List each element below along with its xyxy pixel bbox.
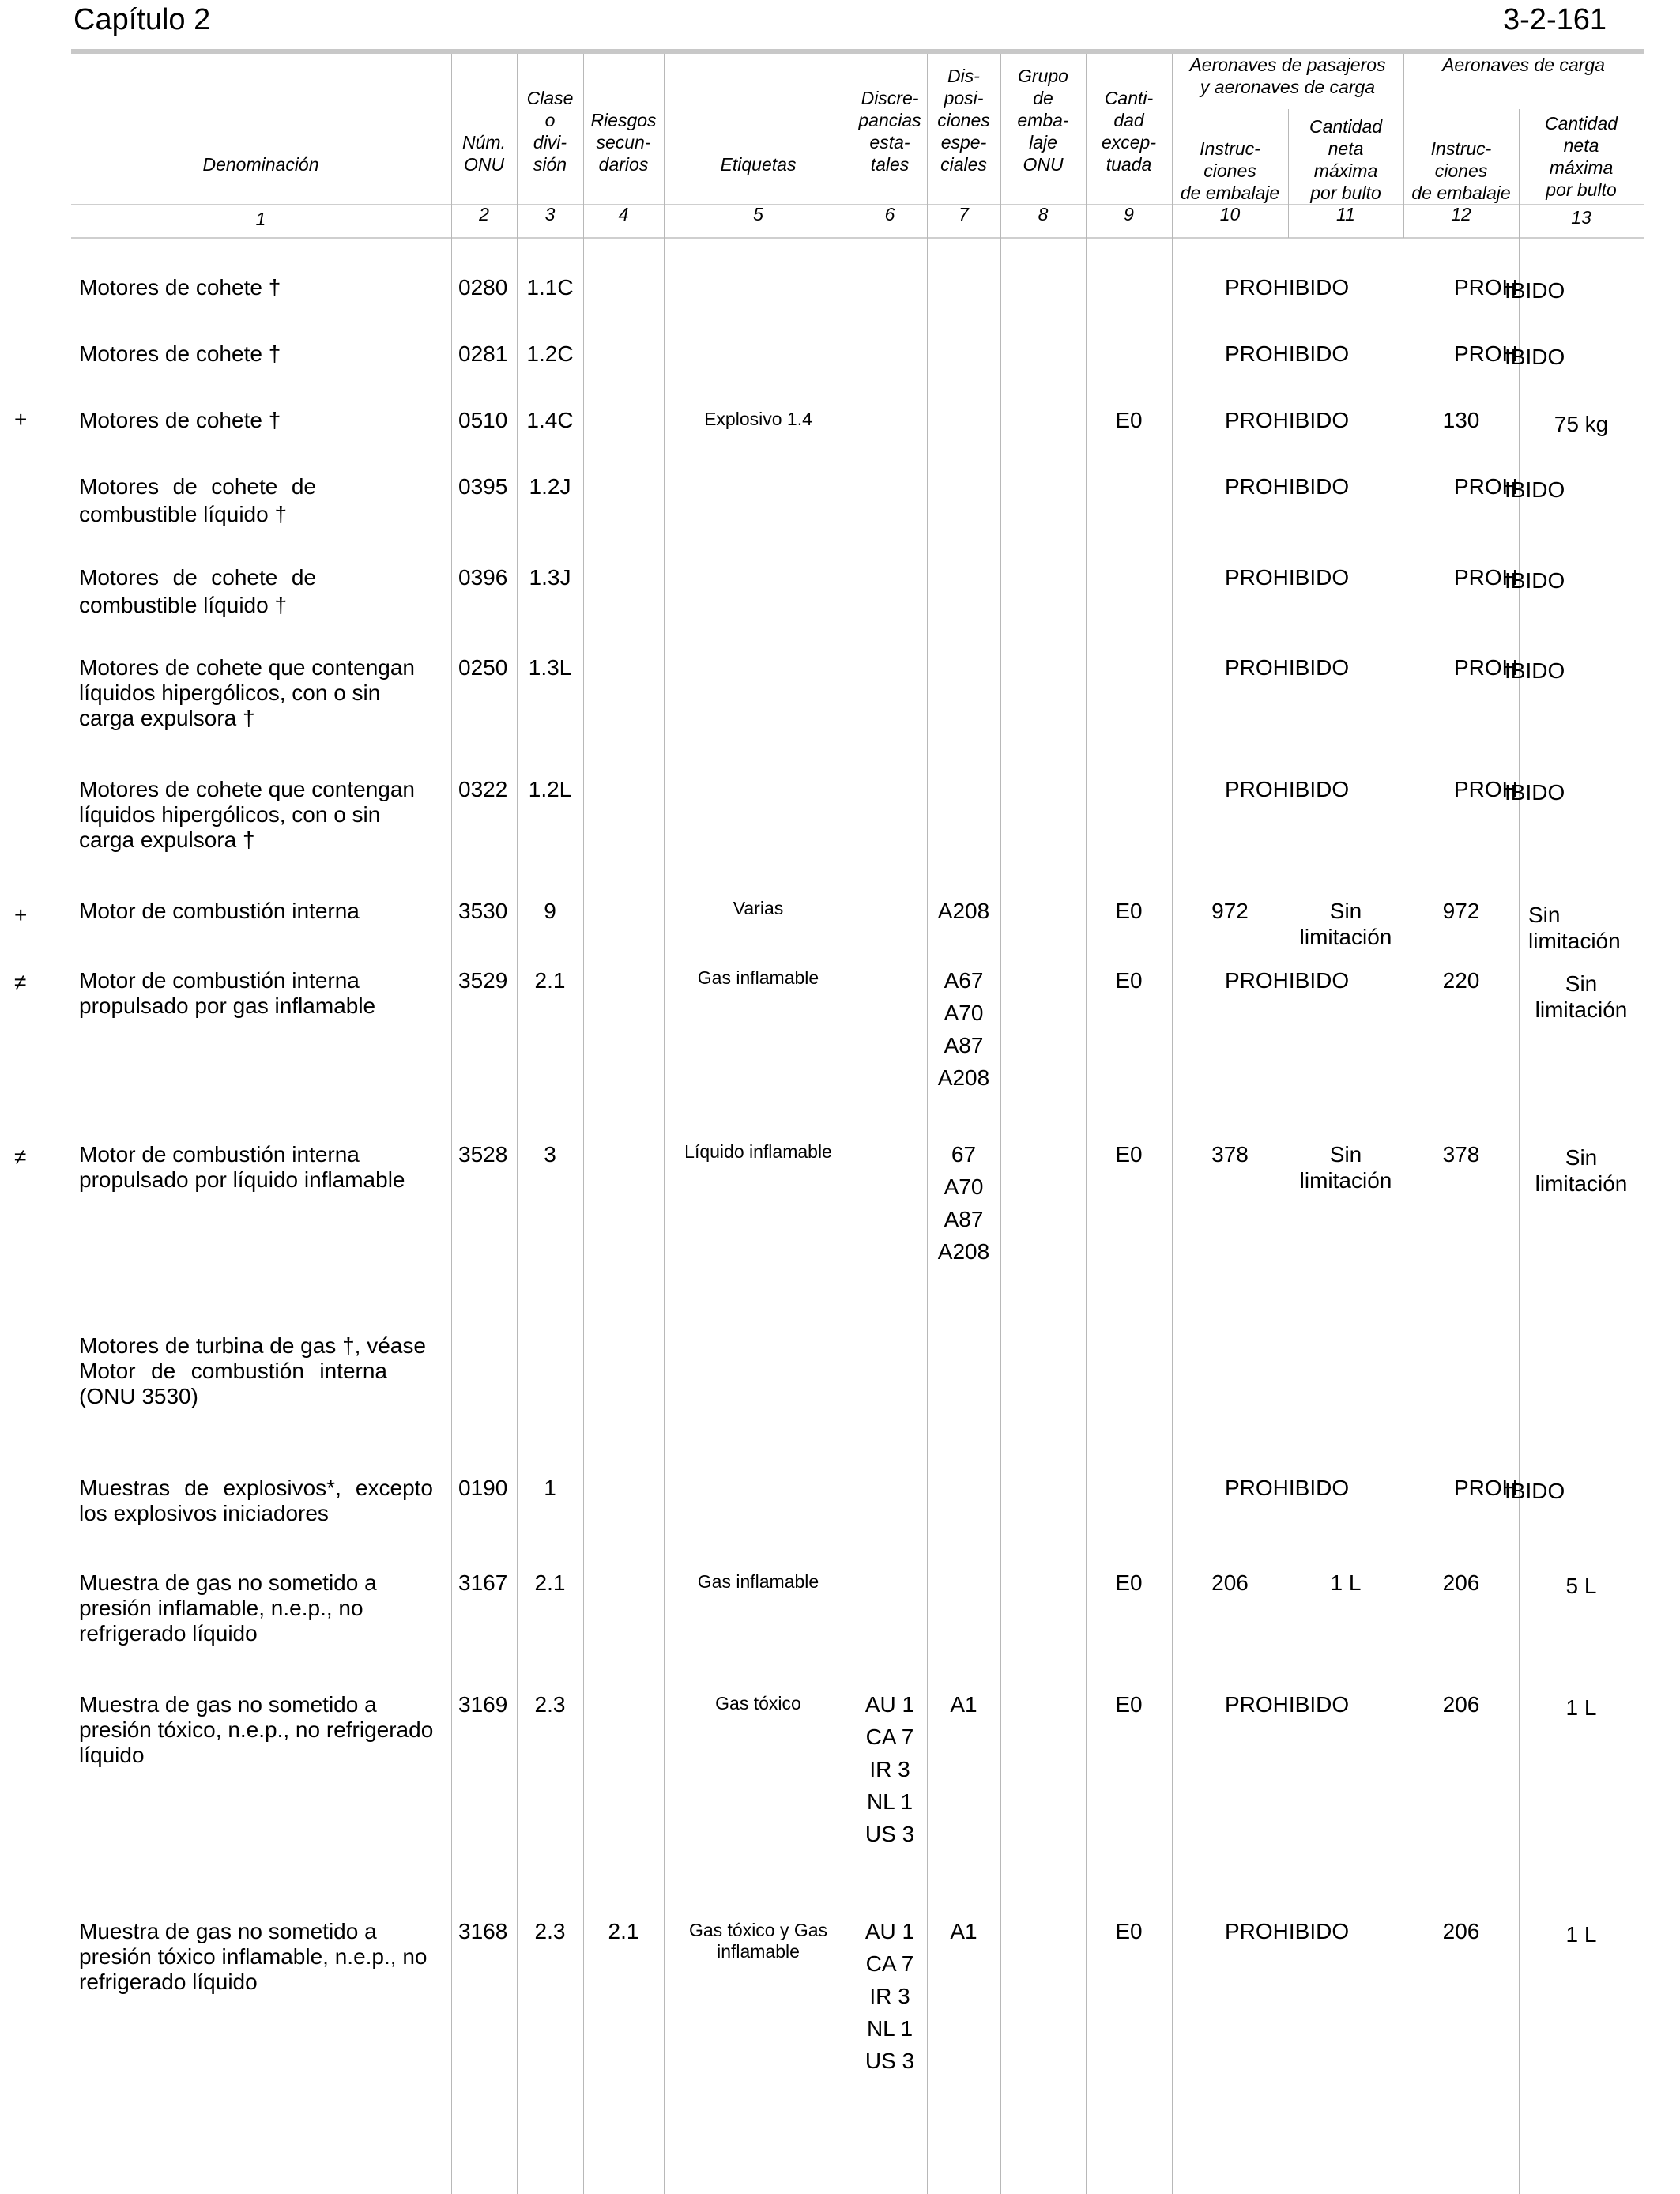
row-disp: A208 [937, 899, 990, 923]
col-header-cantidad-exc: Canti- dad excep- tuada [1101, 88, 1157, 175]
row-prohibido: PROHIBIDO [1225, 474, 1350, 499]
col-line [1172, 54, 1173, 2194]
row-clase: 2.1 [534, 968, 566, 993]
row-prohibido: PROHIBIDO [1225, 1919, 1350, 1943]
col-number: 8 [1038, 204, 1049, 224]
numbers-divider [71, 237, 1644, 239]
page-number: 3-2-161 [1503, 3, 1607, 36]
row-c10: 972 [1211, 899, 1249, 923]
row-prohibido: PROHIBIDO [1225, 275, 1350, 300]
row-c13: 75 kg [1554, 412, 1609, 436]
row-name-line: combustible líquido † [79, 502, 288, 526]
row-prohibido: PROHIBIDO [1225, 341, 1350, 366]
row-proh: PROH [1454, 777, 1518, 801]
row-name-line: propulsado por gas inflamable [79, 993, 376, 1018]
row-name-line: carga expulsora † [79, 827, 255, 852]
row-clase: 9 [544, 899, 556, 923]
row-clase: 2.3 [534, 1692, 566, 1717]
row-name-line: líquidos hipergólicos, con o sin [79, 802, 381, 827]
row-c11: 1 L [1330, 1570, 1362, 1595]
row-name-line: Motor de combustión interna [79, 968, 360, 993]
row-disp: 67 A70 A87 A208 [937, 1142, 990, 1264]
col-line [1086, 54, 1087, 2194]
col-line [451, 54, 452, 2194]
row-mark: + [14, 903, 28, 927]
row-etiqueta: Explosivo 1.4 [704, 409, 812, 429]
row-ibido: IBIDO [1505, 568, 1565, 593]
row-name-line: presión inflamable, n.e.p., no [79, 1596, 363, 1620]
row-name: Motores de cohete † [79, 275, 281, 300]
row-c12: 378 [1442, 1142, 1480, 1167]
col-line [1000, 54, 1001, 2194]
row-ibido: IBIDO [1505, 345, 1565, 369]
row-c12: 130 [1442, 408, 1480, 432]
row-c13: 1 L [1565, 1922, 1597, 1947]
row-disp: A1 [950, 1692, 977, 1717]
row-prohibido: PROHIBIDO [1225, 777, 1350, 801]
row-prohibido: PROHIBIDO [1225, 565, 1350, 590]
row-name-line: presión tóxico, n.e.p., no refrigerado [79, 1717, 434, 1742]
row-mark: + [14, 407, 28, 432]
row-ibido: IBIDO [1505, 780, 1565, 805]
col-header-etiquetas: Etiquetas [720, 154, 797, 175]
row-name-line: presión tóxico inflamable, n.e.p., no [79, 1944, 428, 1969]
col-header-cant-11: Cantidad neta máxima por bulto [1309, 116, 1383, 203]
row-name: Motor de combustión interna [79, 899, 360, 923]
row-exc: E0 [1115, 1919, 1143, 1943]
row-onu: 0281 [458, 341, 508, 366]
col-number: 7 [959, 204, 969, 224]
row-exc: E0 [1115, 408, 1143, 432]
row-exc: E0 [1115, 1142, 1143, 1167]
row-c13: 5 L [1565, 1574, 1597, 1598]
row-ibido: IBIDO [1505, 278, 1565, 303]
row-disc: AU 1 CA 7 IR 3 NL 1 US 3 [864, 1692, 915, 1846]
col-number: 1 [255, 209, 266, 229]
row-clase: 1.1C [526, 275, 574, 300]
col-number: 10 [1219, 204, 1241, 224]
col-header-discrepancias: Discre- pancias esta- tales [858, 88, 921, 175]
row-mark: ≠ [14, 970, 27, 994]
row-ibido: IBIDO [1505, 658, 1565, 683]
row-prohibido: PROHIBIDO [1225, 968, 1350, 993]
row-proh: PROH [1454, 275, 1518, 300]
col-line [583, 54, 584, 2194]
row-onu: 3528 [458, 1142, 508, 1167]
col-line [517, 54, 518, 2194]
col-number: 12 [1451, 204, 1471, 224]
row-c13: Sin limitación [1535, 1145, 1628, 1196]
row-proh: PROH [1454, 474, 1518, 499]
row-name-line: combustible líquido † [79, 593, 288, 617]
row-name-line: carga expulsora † [79, 706, 255, 730]
row-disp: A67 A70 A87 A208 [937, 968, 990, 1090]
row-name-line: Muestra de gas no sometido a [79, 1692, 377, 1717]
row-etiqueta: Gas tóxico y Gas inflamable [688, 1920, 828, 1962]
row-onu: 0190 [458, 1476, 508, 1500]
col-number: 4 [618, 204, 629, 224]
row-c13: Sin limitación [1528, 903, 1621, 953]
row-proh: PROH [1454, 565, 1518, 590]
row-prohibido: PROHIBIDO [1225, 1476, 1350, 1500]
col-header-instr-10: Instruc- ciones de embalaje [1180, 138, 1280, 203]
row-name-line: Motores de cohete de [79, 565, 316, 590]
row-prohibido: PROHIBIDO [1225, 408, 1350, 432]
row-onu: 3167 [458, 1570, 508, 1595]
row-clase: 1.4C [526, 408, 574, 432]
row-c10: 378 [1211, 1142, 1249, 1167]
col-header-num-onu: Núm. ONU [462, 132, 506, 175]
col-header-riesgos: Riesgos secun- darios [590, 110, 657, 175]
row-prohibido: PROHIBIDO [1225, 655, 1350, 680]
col-number: 2 [479, 204, 489, 224]
row-name-line: refrigerado líquido [79, 1970, 258, 1994]
row-name-line: Muestra de gas no sometido a [79, 1919, 377, 1943]
col-number: 9 [1124, 204, 1134, 224]
row-onu: 0280 [458, 275, 508, 300]
row-ibido: IBIDO [1505, 477, 1565, 502]
row-c12: 206 [1442, 1570, 1480, 1595]
row-prohibido: PROHIBIDO [1225, 1692, 1350, 1717]
row-etiqueta: Gas inflamable [697, 1571, 819, 1592]
row-disc: AU 1 CA 7 IR 3 NL 1 US 3 [864, 1919, 915, 2073]
row-onu: 3529 [458, 968, 508, 993]
row-clase: 1.2L [528, 777, 572, 801]
row-onu: 3169 [458, 1692, 508, 1717]
row-exc: E0 [1115, 1570, 1143, 1595]
col-header-disposiciones: Dis- posi- ciones espe- ciales [937, 66, 990, 175]
row-disp: A1 [950, 1919, 977, 1943]
row-clase: 1.2J [529, 474, 571, 499]
row-c10: 206 [1211, 1570, 1249, 1595]
row-clase: 1.2C [526, 341, 574, 366]
row-onu: 3530 [458, 899, 508, 923]
row-name-line: Motor de combustión interna [79, 1142, 360, 1167]
col-header-denominacion: Denominación [202, 154, 319, 175]
row-exc: E0 [1115, 899, 1143, 923]
row-onu: 0250 [458, 655, 508, 680]
row-c12: 206 [1442, 1692, 1480, 1717]
row-onu: 0395 [458, 474, 508, 499]
row-name-line: líquidos hipergólicos, con o sin [79, 680, 381, 705]
row-name-line: Motores de cohete que contengan [79, 655, 415, 680]
row-onu: 0510 [458, 408, 508, 432]
col-line [664, 54, 665, 2194]
row-etiqueta: Gas tóxico [715, 1693, 801, 1713]
row-name-line: los explosivos iniciadores [79, 1501, 329, 1525]
row-c12: 972 [1442, 899, 1480, 923]
row-clase: 1 [544, 1476, 556, 1500]
chapter-title: Capítulo 2 [73, 3, 211, 36]
row-clase: 1.3L [528, 655, 572, 680]
row-riesgo: 2.1 [608, 1919, 639, 1943]
row-proh: PROH [1454, 341, 1518, 366]
row-c13: Sin limitación [1535, 971, 1628, 1022]
row-etiqueta: Varias [733, 898, 784, 918]
row-exc: E0 [1115, 1692, 1143, 1717]
row-name: Motores de cohete † [79, 408, 281, 432]
row-c13: 1 L [1565, 1695, 1597, 1720]
row-etiqueta: Líquido inflamable [684, 1141, 832, 1162]
col-line [927, 54, 928, 2194]
col-header-grupo: Grupo de emba- laje ONU [1017, 66, 1069, 175]
col-number: 11 [1336, 204, 1355, 224]
row-exc: E0 [1115, 968, 1143, 993]
row-proh: PROH [1454, 655, 1518, 680]
col-header-cant-13: Cantidad neta máxima por bulto [1544, 113, 1618, 200]
col-number: 6 [884, 204, 895, 224]
col-group-pasajeros: Aeronaves de pasajeros y aeronaves de carga [1189, 55, 1386, 97]
row-onu: 0322 [458, 777, 508, 801]
row-clase: 2.3 [534, 1919, 566, 1943]
row-c11: Sin limitación [1299, 1142, 1392, 1193]
row-clase: 2.1 [534, 1570, 566, 1595]
row-c11: Sin limitación [1299, 899, 1392, 949]
row-name-line: líquido [79, 1743, 145, 1767]
row-ibido: IBIDO [1505, 1479, 1565, 1503]
row-name-line: Motores de cohete de [79, 474, 316, 499]
col-group-carga: Aeronaves de carga [1442, 55, 1605, 75]
row-c12: 206 [1442, 1919, 1480, 1943]
row-name-line: Motores de cohete que contengan [79, 777, 415, 801]
row-name-line: Motor de combustión interna [79, 1359, 387, 1383]
row-name-line: refrigerado líquido [79, 1621, 258, 1646]
row-mark: ≠ [14, 1144, 27, 1169]
row-name: Motores de cohete † [79, 341, 281, 366]
row-clase: 3 [544, 1142, 556, 1167]
row-c12: 220 [1442, 968, 1480, 993]
row-name-line: propulsado por líquido inflamable [79, 1167, 405, 1192]
row-etiqueta: Gas inflamable [697, 967, 819, 988]
row-clase: 1.3J [529, 565, 571, 590]
row-onu: 3168 [458, 1919, 508, 1943]
row-onu: 0396 [458, 565, 508, 590]
row-name-line: (ONU 3530) [79, 1384, 198, 1408]
col-number: 13 [1571, 207, 1591, 228]
row-proh: PROH [1454, 1476, 1518, 1500]
col-header-clase: Clase o divi- sión [526, 88, 574, 175]
col-header-instr-12: Instruc- ciones de embalaje [1411, 138, 1511, 203]
row-name-line: Motores de turbina de gas †, véase [79, 1333, 426, 1358]
col-number: 5 [753, 204, 763, 224]
row-name-line: Muestras de explosivos*, excepto [79, 1476, 433, 1500]
row-name-line: Muestra de gas no sometido a [79, 1570, 377, 1595]
col-number: 3 [544, 204, 556, 224]
